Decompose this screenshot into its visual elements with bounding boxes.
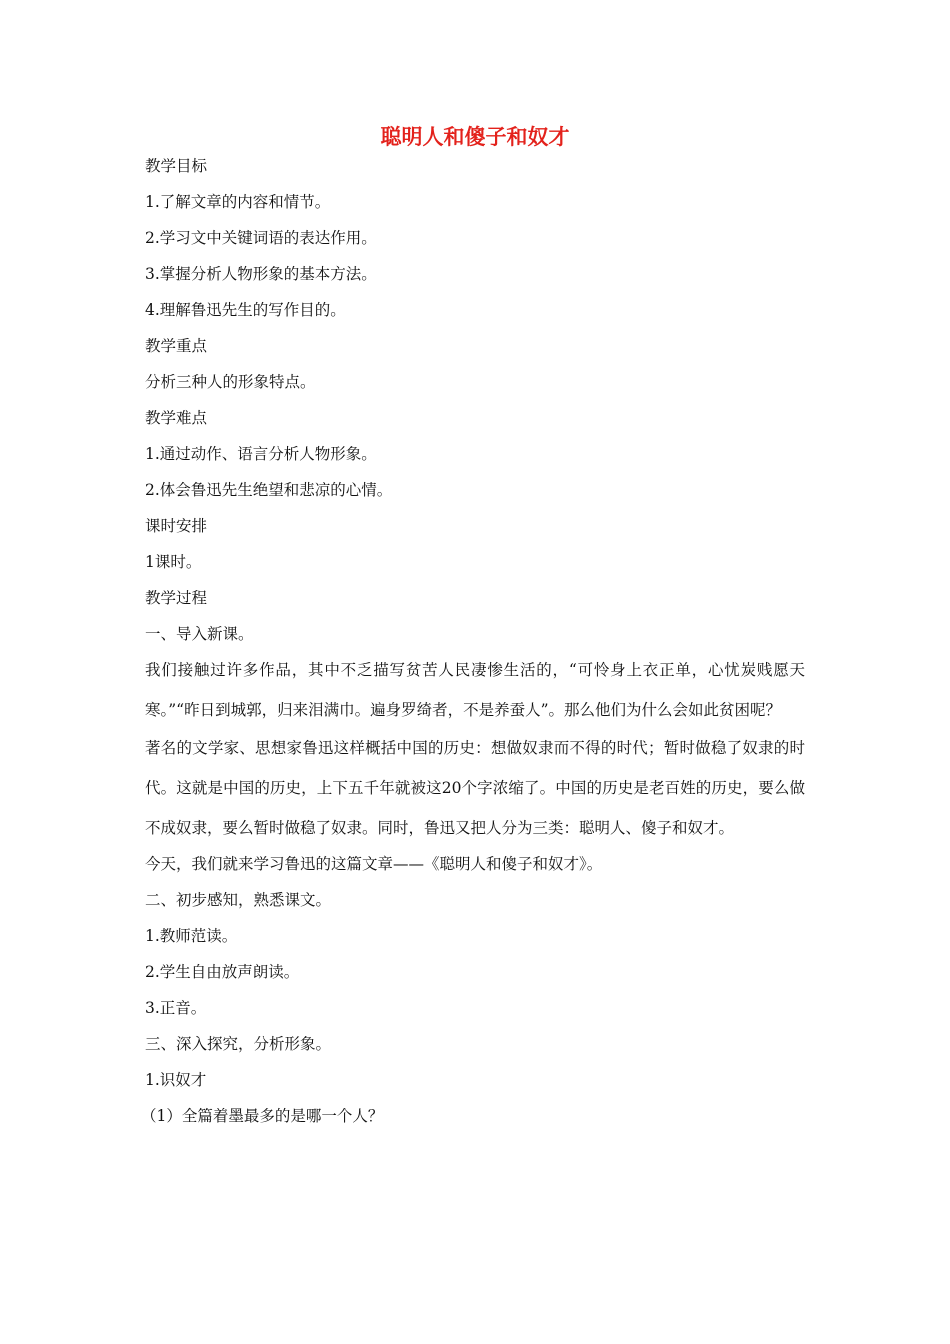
difficulty-item-2: 2.体会鲁迅先生绝望和悲凉的心情。 — [145, 481, 393, 499]
section-analysis-heading: 三、深入探究，分析形象。 — [145, 1035, 332, 1053]
intro-paragraph-1: 我们接触过许多作品，其中不乏描写贫苦人民凄惨生活的，“可怜身上衣正单，心忧炭贱愿天寒。”“昨日到城郭，归来泪满巾。遍身罗绮者，不是养蚕人”。那么他们为什么会如此贫困呢？ — [145, 661, 805, 719]
goal-item-4: 4.理解鲁迅先生的写作目的。 — [145, 301, 346, 319]
analysis-question-1: （1）全篇着墨最多的是哪一个人？ — [141, 1107, 384, 1125]
intro-paragraph-3: 今天，我们就来学习鲁迅的这篇文章——《聪明人和傻子和奴才》。 — [145, 855, 603, 873]
goal-item-2: 2.学习文中关键词语的表达作用。 — [145, 229, 377, 247]
perception-item-1: 1.教师范读。 — [145, 927, 238, 945]
document-title: 聪明人和傻子和奴才 — [380, 125, 570, 149]
heading-teaching-goals: 教学目标 — [145, 157, 208, 175]
goal-item-3: 3.掌握分析人物形象的基本方法。 — [145, 265, 377, 283]
key-point-text: 分析三种人的形象特点。 — [145, 373, 316, 391]
schedule-text: 1课时。 — [145, 553, 202, 571]
section-perception-heading: 二、初步感知，熟悉课文。 — [145, 891, 332, 909]
heading-key-points: 教学重点 — [145, 337, 208, 355]
intro-paragraph-2: 著名的文学家、思想家鲁迅这样概括中国的历史：想做奴隶而不得的时代；暂时做稳了奴隶的时代。这就是中国的历史，上下五千年就被这20个字浓缩了。中国的历史是老百姓的历史，要么做不成奴隶，要么暂时做稳了奴隶。同时，鲁迅又把人分为三类：聪明人、傻子和奴才。 — [145, 739, 805, 837]
perception-item-2: 2.学生自由放声朗读。 — [145, 963, 300, 981]
heading-schedule: 课时安排 — [145, 517, 208, 535]
document-body — [141, 148, 805, 1134]
heading-difficulties: 教学难点 — [145, 409, 208, 427]
analysis-item-1: 1.识奴才 — [145, 1071, 207, 1089]
heading-process: 教学过程 — [145, 589, 208, 607]
goal-item-1: 1.了解文章的内容和情节。 — [145, 193, 331, 211]
perception-item-3: 3.正音。 — [145, 999, 207, 1017]
difficulty-item-1: 1.通过动作、语言分析人物形象。 — [145, 445, 377, 463]
section-intro-heading: 一、导入新课。 — [145, 625, 254, 643]
